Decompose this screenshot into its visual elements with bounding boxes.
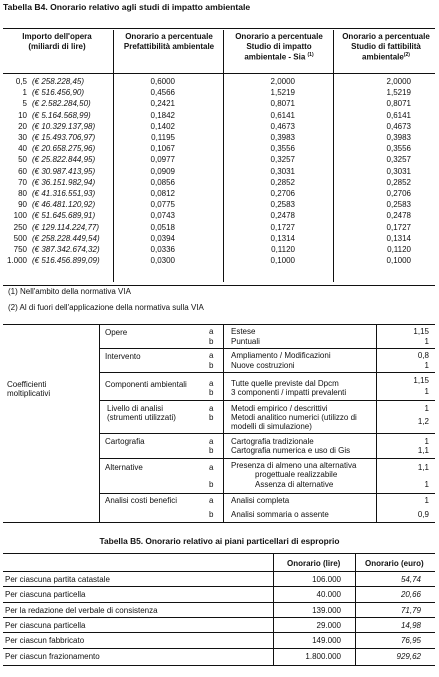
coef-bottom-rule bbox=[3, 522, 435, 523]
importo-lire: 750 bbox=[13, 245, 27, 254]
sia-value: 0,2852 bbox=[270, 177, 295, 187]
importo-euro: (€ 258.228,45) bbox=[32, 77, 85, 86]
fattibilita-value: 0,2583 bbox=[386, 200, 411, 210]
sia-value: 0,6141 bbox=[270, 110, 295, 120]
b5-row-label: Per ciascuna particella bbox=[5, 590, 86, 600]
importo-euro: (€ 5.164.568,99) bbox=[32, 110, 91, 120]
coef-row-rule bbox=[99, 458, 435, 459]
prefattibilita-value: 0,0743 bbox=[150, 211, 175, 221]
sia-value: 0,3031 bbox=[270, 166, 295, 176]
fattibilita-value: 1,5219 bbox=[386, 88, 411, 98]
b5-row-rule bbox=[3, 617, 435, 618]
prefattibilita-value: 0,6000 bbox=[150, 77, 175, 86]
prefattibilita-value: 0,1067 bbox=[150, 144, 175, 154]
sia-value: 0,1727 bbox=[270, 222, 295, 232]
b5-row-lire: 149.000 bbox=[312, 636, 341, 646]
table-row bbox=[3, 166, 435, 177]
prefattibilita-value: 0,0856 bbox=[150, 177, 175, 187]
b5-row-euro: 14,98 bbox=[400, 620, 421, 630]
b5-top-rule bbox=[3, 553, 435, 554]
importo-euro: (€ 30.987.413,95) bbox=[32, 166, 96, 176]
table-row bbox=[3, 222, 435, 233]
header-divider bbox=[223, 30, 224, 72]
coef-top-rule bbox=[3, 324, 435, 325]
header-fattibilita: Onorario a percentuale Studio di fattibilità ambientale$^{(2)}$ bbox=[342, 32, 430, 62]
table-row bbox=[3, 233, 435, 244]
fattibilita-value: 0,3031 bbox=[386, 166, 411, 176]
table-row bbox=[3, 121, 435, 132]
b5-row-euro: 71,79 bbox=[400, 605, 421, 615]
coef-intervento: Intervento bbox=[105, 352, 141, 361]
b5-row-rule bbox=[3, 648, 435, 649]
importo-lire: 250 bbox=[13, 222, 27, 232]
sia-value: 1,5219 bbox=[270, 88, 295, 98]
importo-euro: (€ 10.329.137,98) bbox=[32, 121, 96, 131]
coef-row-rule bbox=[99, 372, 435, 373]
importo-euro: (€ 129.114.224,77) bbox=[32, 222, 100, 232]
b5-header-lire: Onorario (lire) bbox=[287, 559, 341, 568]
importo-euro: (€ 258.228.449,54) bbox=[32, 233, 100, 243]
table-row bbox=[3, 132, 435, 143]
prefattibilita-value: 0,0977 bbox=[150, 155, 175, 165]
header-divider bbox=[113, 30, 114, 72]
prefattibilita-value: 0,0775 bbox=[150, 200, 175, 210]
coef-row-rule bbox=[99, 348, 435, 349]
b5-row-euro: 929,62 bbox=[396, 651, 421, 661]
b5-row-euro: 54,74 bbox=[400, 575, 421, 584]
importo-euro: (€ 2.582.284,50) bbox=[32, 99, 91, 109]
importo-lire: 90 bbox=[18, 200, 27, 210]
b5-row-rule bbox=[3, 632, 435, 633]
sia-value: 0,1000 bbox=[270, 256, 295, 266]
prefattibilita-value: 0,0300 bbox=[150, 256, 175, 266]
b5-row-rule bbox=[3, 571, 435, 572]
importo-euro: (€ 516.456.899,09) bbox=[32, 256, 100, 266]
importo-euro: (€ 387.342.674,32) bbox=[32, 245, 100, 254]
importo-lire: 500 bbox=[13, 233, 27, 243]
b5-row-label: Per ciascuna particella bbox=[5, 620, 86, 630]
prefattibilita-value: 0,0812 bbox=[150, 189, 175, 198]
header-prefattibilita: Onorario a percentuale Prefattibilità ambientale bbox=[123, 32, 215, 51]
header-rule bbox=[3, 73, 435, 74]
table-b5 bbox=[3, 553, 435, 665]
fattibilita-value: 0,6141 bbox=[386, 110, 411, 120]
importo-lire: 50 bbox=[18, 155, 27, 165]
prefattibilita-value: 0,0336 bbox=[150, 245, 175, 254]
sia-value: 0,4673 bbox=[270, 121, 295, 131]
importo-lire: 1.000 bbox=[6, 256, 27, 266]
coef-row-rule bbox=[99, 493, 435, 494]
coef-opere: Opere bbox=[105, 328, 128, 337]
prefattibilita-value: 0,1842 bbox=[150, 110, 175, 120]
table-row bbox=[3, 87, 435, 98]
table-row bbox=[3, 244, 435, 255]
table-row bbox=[3, 110, 435, 121]
b5-row-lire: 29.000 bbox=[316, 620, 341, 630]
coef-livello: Livello di analisi (strumenti utilizzati) bbox=[107, 404, 176, 422]
fattibilita-value: 0,1314 bbox=[386, 233, 411, 243]
table-row bbox=[3, 188, 435, 199]
sia-value: 0,2478 bbox=[270, 211, 295, 221]
importo-lire: 100 bbox=[13, 211, 27, 221]
importo-lire: 20 bbox=[18, 121, 27, 131]
sia-value: 0,8071 bbox=[270, 99, 295, 109]
b5-row-lire: 40.000 bbox=[316, 590, 341, 600]
header-importo: Importo dell'opera (miliardi di lire) bbox=[22, 32, 92, 51]
table-row bbox=[3, 210, 435, 221]
table-row bbox=[3, 154, 435, 165]
table-row bbox=[3, 76, 435, 87]
sia-value: 0,3983 bbox=[270, 133, 295, 142]
importo-lire: 0,5 bbox=[15, 77, 27, 86]
prefattibilita-value: 0,0518 bbox=[150, 222, 175, 232]
importo-lire: 40 bbox=[18, 144, 27, 154]
note-1: (1) Nell'ambito della normativa VIA bbox=[8, 287, 131, 296]
fattibilita-value: 0,2478 bbox=[386, 211, 411, 221]
header-sia: Onorario a percentuale Studio di impatto ambientale - Sia $^{(1)}$ bbox=[235, 32, 323, 62]
note-2: (2) Al di fuori dell'applicazione della normativa sulla VIA bbox=[8, 303, 204, 312]
coef-alternative: Alternative bbox=[105, 463, 143, 472]
importo-lire: 1 bbox=[22, 88, 27, 98]
prefattibilita-value: 0,0909 bbox=[150, 166, 175, 176]
importo-euro: (€ 20.658.275,96) bbox=[32, 144, 96, 154]
importo-lire: 10 bbox=[18, 110, 27, 120]
importo-euro: (€ 36.151.982,94) bbox=[32, 177, 96, 187]
importo-lire: 70 bbox=[18, 177, 27, 187]
table-b4-header bbox=[3, 30, 435, 70]
coef-cartografia: Cartografia bbox=[105, 437, 145, 446]
prefattibilita-value: 0,1402 bbox=[150, 121, 175, 131]
coef-row-rule bbox=[99, 400, 435, 401]
table-row bbox=[3, 143, 435, 154]
table-row bbox=[3, 199, 435, 210]
sia-value: 0,1120 bbox=[271, 245, 295, 254]
b5-row-lire: 106.000 bbox=[312, 575, 341, 584]
sia-value: 0,3556 bbox=[270, 144, 295, 154]
coef-label: Coefficienti moltiplicativi bbox=[7, 380, 51, 398]
fattibilita-value: 2,0000 bbox=[386, 77, 411, 86]
coef-componenti: Componenti ambientali bbox=[105, 380, 187, 389]
coefficients-table: Coefficienti moltiplicativi Opere a Estese 1,15 b Puntuali 1 Intervento a Ampliamento / Modificazioni 0,8 b Nuove costruzioni 1 Componenti ambientali a Tutte quelle previste dal Dpcm 1,15 b 3 componenti / impatti prevalenti 1 Livello di analisi (strumenti utilizzati) a Metodi empirico / descrittivi 1 b Metodi analitico numerici (utilizzo di modelli di simulazione) 1,2 Cartografia a Cartografia tradizionale 1 b Cartografia numerica e uso di Gis 1,1 Alternative a Presenza di almeno una alternativa progettuale realizzabile 1,1 b Assenza di alternative 1 Analisi costi benefici a Analisi completa 1 b Analisi sommaria o assente 0,9 bbox=[3, 324, 435, 522]
sia-value: 0,2706 bbox=[270, 189, 295, 198]
table-b5-title: Tabella B5. Onorario relativo ai piani particellari di esproprio bbox=[99, 536, 340, 546]
importo-euro: (€ 15.493.706,97) bbox=[32, 133, 96, 142]
b5-row-euro: 76,95 bbox=[400, 636, 421, 646]
fattibilita-value: 0,1000 bbox=[386, 256, 411, 266]
sia-value: 0,1314 bbox=[270, 233, 295, 243]
fattibilita-value: 0,2706 bbox=[386, 189, 411, 198]
importo-euro: (€ 516.456,90) bbox=[32, 88, 85, 98]
b5-row-label: Per ciascun fabbricato bbox=[5, 636, 85, 646]
top-rule bbox=[3, 28, 435, 29]
importo-euro: (€ 25.822.844,95) bbox=[32, 155, 96, 165]
b5-row-euro: 20,66 bbox=[400, 590, 421, 600]
importo-lire: 80 bbox=[18, 189, 27, 198]
b5-row-rule bbox=[3, 586, 435, 587]
b5-row-lire: 1.800.000 bbox=[305, 651, 341, 661]
table-row bbox=[3, 255, 435, 266]
prefattibilita-value: 0,2421 bbox=[150, 99, 175, 109]
table-row bbox=[3, 98, 435, 109]
importo-lire: 60 bbox=[18, 166, 27, 176]
coef-costi-benefici: Analisi costi benefici bbox=[105, 496, 178, 505]
fattibilita-value: 0,3257 bbox=[386, 155, 411, 165]
table-b4-title: Tabella B4. Onorario relativo agli studi di impatto ambientale bbox=[3, 2, 251, 12]
sia-value: 0,3257 bbox=[270, 155, 295, 165]
importo-euro: (€ 41.316.551,93) bbox=[32, 189, 96, 198]
fattibilita-value: 0,2852 bbox=[386, 177, 411, 187]
fattibilita-value: 0,4673 bbox=[386, 121, 411, 131]
fattibilita-value: 0,3983 bbox=[386, 133, 411, 142]
fattibilita-value: 0,3556 bbox=[386, 144, 411, 154]
b5-row-label: Per la redazione del verbale di consistenza bbox=[5, 605, 158, 615]
fattibilita-value: 0,8071 bbox=[386, 99, 411, 109]
table-row bbox=[3, 177, 435, 188]
b5-row-label: Per ciascuna partita catastale bbox=[5, 575, 110, 584]
importo-lire: 5 bbox=[22, 99, 27, 109]
b5-bottom-rule bbox=[3, 665, 435, 666]
coef-row-rule bbox=[99, 433, 435, 434]
importo-euro: (€ 46.481.120,92) bbox=[32, 200, 96, 210]
table-b4-notes bbox=[8, 284, 204, 316]
sia-value: 0,2583 bbox=[270, 200, 295, 210]
importo-lire: 30 bbox=[18, 133, 27, 142]
importo-euro: (€ 51.645.689,91) bbox=[32, 211, 96, 221]
prefattibilita-value: 0,0394 bbox=[150, 233, 175, 243]
fattibilita-value: 0,1727 bbox=[386, 222, 411, 232]
b5-row-label: Per ciascun frazionamento bbox=[5, 651, 100, 661]
b5-header-euro: Onorario (euro) bbox=[365, 559, 424, 568]
fattibilita-value: 0,1120 bbox=[387, 245, 411, 254]
sia-value: 2,0000 bbox=[270, 77, 295, 86]
prefattibilita-value: 0,4566 bbox=[150, 88, 175, 98]
b5-row-rule bbox=[3, 602, 435, 603]
b5-row-lire: 139.000 bbox=[312, 605, 341, 615]
prefattibilita-value: 0,1195 bbox=[151, 133, 175, 142]
